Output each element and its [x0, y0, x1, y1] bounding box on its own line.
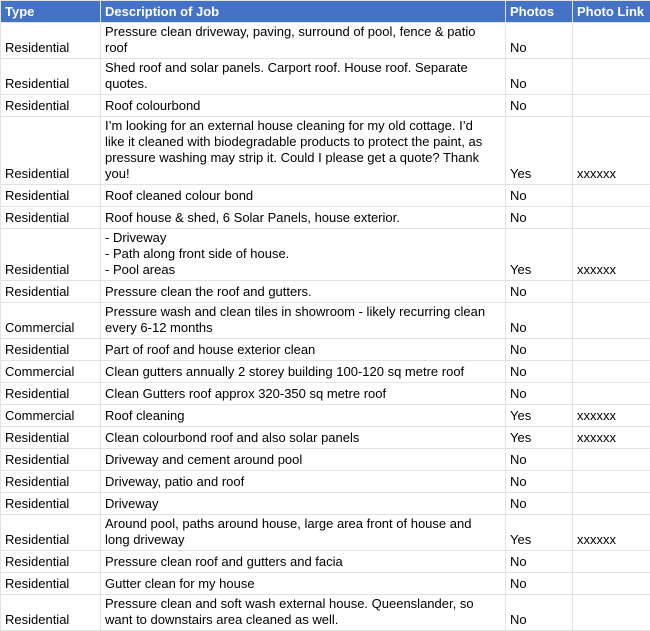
header-row	[1, 1, 650, 23]
type-cell[interactable]: Residential	[1, 339, 101, 361]
table-row	[1, 449, 650, 471]
table-row	[1, 23, 650, 59]
table-row	[1, 515, 650, 551]
table-row	[1, 405, 650, 427]
photo-link-cell[interactable]: xxxxxx	[573, 117, 650, 185]
photos-cell[interactable]: No	[506, 493, 573, 515]
table-row	[1, 59, 650, 95]
table-row	[1, 573, 650, 595]
table-row	[1, 117, 650, 185]
photo-link-cell[interactable]	[573, 95, 650, 117]
table-row	[1, 427, 650, 449]
type-cell[interactable]: Residential	[1, 551, 101, 573]
table-row	[1, 303, 650, 339]
photo-link-cell[interactable]	[573, 573, 650, 595]
photos-cell[interactable]: No	[506, 59, 573, 95]
photo-link-cell[interactable]	[573, 207, 650, 229]
type-cell[interactable]: Residential	[1, 95, 101, 117]
type-cell[interactable]: Residential	[1, 207, 101, 229]
photo-link-cell[interactable]: xxxxxx	[573, 229, 650, 281]
photo-link-cell[interactable]	[573, 185, 650, 207]
description-cell[interactable]: Roof house & shed, 6 Solar Panels, house exterior.	[101, 207, 506, 229]
photos-cell[interactable]: Yes	[506, 515, 573, 551]
type-cell[interactable]: Commercial	[1, 303, 101, 339]
description-cell[interactable]: Driveway, patio and roof	[101, 471, 506, 493]
type-cell[interactable]: Residential	[1, 573, 101, 595]
description-cell[interactable]: - Driveway - Path along front side of house. - Pool areas	[101, 229, 506, 281]
photos-cell[interactable]: No	[506, 339, 573, 361]
photo-link-cell[interactable]: xxxxxx	[573, 427, 650, 449]
photos-cell[interactable]: No	[506, 23, 573, 59]
photo-link-cell[interactable]	[573, 281, 650, 303]
photo-link-cell[interactable]	[573, 361, 650, 383]
photos-cell[interactable]: Yes	[506, 229, 573, 281]
description-cell[interactable]: Clean colourbond roof and also solar panels	[101, 427, 506, 449]
type-cell[interactable]: Residential	[1, 59, 101, 95]
table-row	[1, 595, 650, 631]
table-row	[1, 185, 650, 207]
photos-cell[interactable]: Yes	[506, 405, 573, 427]
description-cell[interactable]: Clean gutters annually 2 storey building 100-120 sq metre roof	[101, 361, 506, 383]
type-cell[interactable]: Residential	[1, 493, 101, 515]
photo-link-cell[interactable]	[573, 471, 650, 493]
description-cell[interactable]: Part of roof and house exterior clean	[101, 339, 506, 361]
photos-cell[interactable]: No	[506, 207, 573, 229]
table-row	[1, 207, 650, 229]
photos-cell[interactable]: No	[506, 471, 573, 493]
type-cell[interactable]: Residential	[1, 117, 101, 185]
type-cell[interactable]: Residential	[1, 449, 101, 471]
table-row	[1, 493, 650, 515]
photos-cell[interactable]: No	[506, 281, 573, 303]
description-cell[interactable]: Clean Gutters roof approx 320-350 sq metre roof	[101, 383, 506, 405]
photos-cell[interactable]: No	[506, 595, 573, 631]
description-cell[interactable]: Shed roof and solar panels. Carport roof. House roof. Separate quotes.	[101, 59, 506, 95]
photo-link-cell[interactable]	[573, 339, 650, 361]
type-cell[interactable]: Residential	[1, 595, 101, 631]
type-cell[interactable]: Residential	[1, 281, 101, 303]
table-row	[1, 471, 650, 493]
header-description[interactable]: Description of Job	[101, 1, 506, 23]
type-cell[interactable]: Commercial	[1, 361, 101, 383]
description-cell[interactable]: Gutter clean for my house	[101, 573, 506, 595]
description-cell[interactable]: Pressure clean the roof and gutters.	[101, 281, 506, 303]
description-cell[interactable]: Roof cleaned colour bond	[101, 185, 506, 207]
photos-cell[interactable]: No	[506, 361, 573, 383]
photo-link-cell[interactable]: xxxxxx	[573, 515, 650, 551]
table-row	[1, 95, 650, 117]
description-cell[interactable]: Driveway	[101, 493, 506, 515]
description-cell[interactable]: Pressure clean driveway, paving, surround of pool, fence & patio roof	[101, 23, 506, 59]
photos-cell[interactable]: Yes	[506, 117, 573, 185]
description-cell[interactable]: Pressure wash and clean tiles in showroom - likely recurring clean every 6-12 months	[101, 303, 506, 339]
description-cell[interactable]: Pressure clean roof and gutters and facia	[101, 551, 506, 573]
photo-link-cell[interactable]: xxxxxx	[573, 405, 650, 427]
photo-link-cell[interactable]	[573, 595, 650, 631]
description-cell[interactable]: Around pool, paths around house, large area front of house and long driveway	[101, 515, 506, 551]
description-cell[interactable]: Pressure clean and soft wash external house. Queenslander, so want to downstairs area cleaned as well.	[101, 595, 506, 631]
photo-link-cell[interactable]	[573, 449, 650, 471]
table-row	[1, 361, 650, 383]
type-cell[interactable]: Residential	[1, 471, 101, 493]
table-row	[1, 339, 650, 361]
header-photos[interactable]: Photos	[506, 1, 573, 23]
photo-link-cell[interactable]	[573, 493, 650, 515]
type-cell[interactable]: Residential	[1, 185, 101, 207]
header-photo-link[interactable]: Photo Link	[573, 1, 650, 23]
photos-cell[interactable]: No	[506, 551, 573, 573]
photos-cell[interactable]: No	[506, 303, 573, 339]
photos-cell[interactable]: No	[506, 185, 573, 207]
table-row	[1, 229, 650, 281]
type-cell[interactable]: Residential	[1, 383, 101, 405]
description-cell[interactable]: Driveway and cement around pool	[101, 449, 506, 471]
type-cell[interactable]: Residential	[1, 427, 101, 449]
type-cell[interactable]: Residential	[1, 23, 101, 59]
photos-cell[interactable]: No	[506, 95, 573, 117]
photos-cell[interactable]: No	[506, 573, 573, 595]
photo-link-cell[interactable]	[573, 303, 650, 339]
description-cell[interactable]: Roof colourbond	[101, 95, 506, 117]
photo-link-cell[interactable]	[573, 551, 650, 573]
table-row	[1, 281, 650, 303]
photo-link-cell[interactable]	[573, 383, 650, 405]
type-cell[interactable]: Residential	[1, 515, 101, 551]
photos-cell[interactable]: Yes	[506, 427, 573, 449]
table-row	[1, 551, 650, 573]
photo-link-cell[interactable]	[573, 23, 650, 59]
type-cell[interactable]: Commercial	[1, 405, 101, 427]
description-cell[interactable]: I’m looking for an external house cleaning for my old cottage. I’d like it cleaned with biodegradable products to protect the paint, as pressure washing may strip it. Could I please get a quote? Thank you!	[101, 117, 506, 185]
table-row	[1, 383, 650, 405]
photo-link-cell[interactable]	[573, 59, 650, 95]
type-cell[interactable]: Residential	[1, 229, 101, 281]
header-type[interactable]: Type	[1, 1, 101, 23]
photos-cell[interactable]: No	[506, 383, 573, 405]
description-cell[interactable]: Roof cleaning	[101, 405, 506, 427]
photos-cell[interactable]: No	[506, 449, 573, 471]
